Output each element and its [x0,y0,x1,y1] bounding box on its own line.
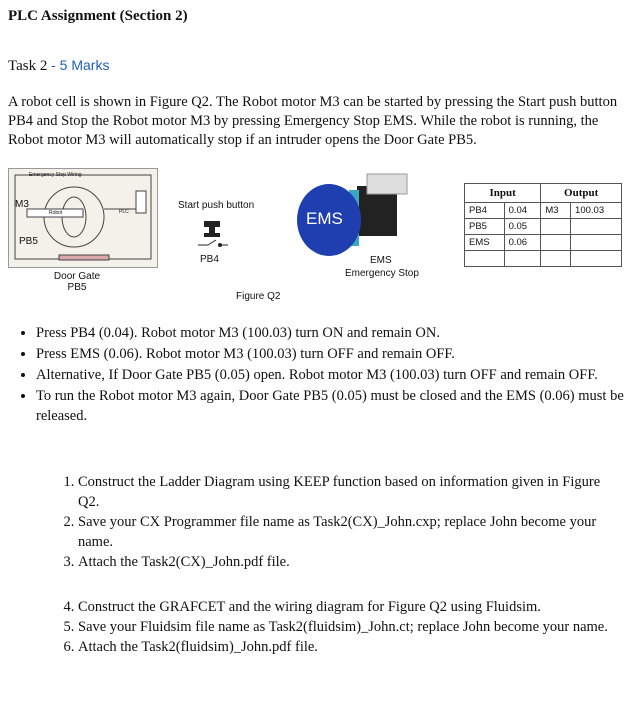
table-row: PB5 0.05 [465,219,622,235]
list-item: • Alternative, If Door Gate PB5 (0.05) open. Robot motor M3 (100.03) turn OFF and remain OFF. [36,365,639,385]
task-heading [8,57,109,75]
ems-label: EMS [370,255,392,266]
list-item: 3. Attach the Task2(CX)_John.pdf file. [78,552,618,572]
steps-list-a [0,472,618,572]
task-label: Task 2 [8,58,48,74]
table-row: PB4 0.04 M3 100.03 [465,203,622,219]
robot-cell-drawing [9,169,157,267]
start-button-label: Start push button [178,200,255,211]
output-header: Output [541,184,622,203]
steps-list-b [0,597,618,657]
list-item: • Press EMS (0.06). Robot motor M3 (100.03) turn OFF and remain OFF. [36,344,639,364]
list-item: 6. Attach the Task2(fluidsim)_John.pdf file. [78,637,618,657]
list-item: 2. Save your CX Programmer file name as Task2(CX)_John.cxp; replace John become your name. [78,512,618,552]
list-item: 1. Construct the Ladder Diagram using KEEP function based on information given in Figure Q2. [78,472,618,512]
pb4-label: PB4 [200,254,219,265]
plc-label: PLC [119,209,129,215]
task-marks: - 5 Marks [51,57,110,73]
robot-label: Robot [49,210,63,216]
table-row [465,251,622,267]
m3-label: M3 [15,199,29,210]
push-button-icon [198,221,228,251]
ems-button-text: EMS [306,209,343,228]
io-table [464,183,622,267]
intro-paragraph: A robot cell is shown in Figure Q2. The Robot motor M3 can be started by pressing the Start push button PB4 and Stop the Robot motor M3 by pressing Emergency Stop EMS. While the robot is running, the Robot motor M3 will automatically stop if an intruder opens the Door Gate PB5. [8,94,618,148]
list-item: 4. Construct the GRAFCET and the wiring diagram for Figure Q2 using Fluidsim. [78,597,618,617]
door-gate-caption: Door Gate PB5 [53,271,101,293]
list-item: • To run the Robot motor M3 again, Door Gate PB5 (0.05) must be closed and the EMS (0.06) must be released. [36,386,639,426]
list-item: 5. Save your Fluidsim file name as Task2(fluidsim)_John.ct; replace John become your name. [78,617,618,637]
robot-cell-diagram [8,168,158,268]
ems-description: Emergency Stop [345,268,419,279]
list-item: • Press PB4 (0.04). Robot motor M3 (100.03) turn ON and remain ON. [36,323,639,343]
table-row: EMS 0.06 [465,235,622,251]
document-title: PLC Assignment (Section 2) [8,8,188,24]
bullet-list [8,323,639,427]
pb5-label: PB5 [19,236,38,247]
input-header: Input [465,184,541,203]
wiring-label: Emergency Stop Wiring [29,172,82,178]
figure-caption: Figure Q2 [236,291,281,302]
